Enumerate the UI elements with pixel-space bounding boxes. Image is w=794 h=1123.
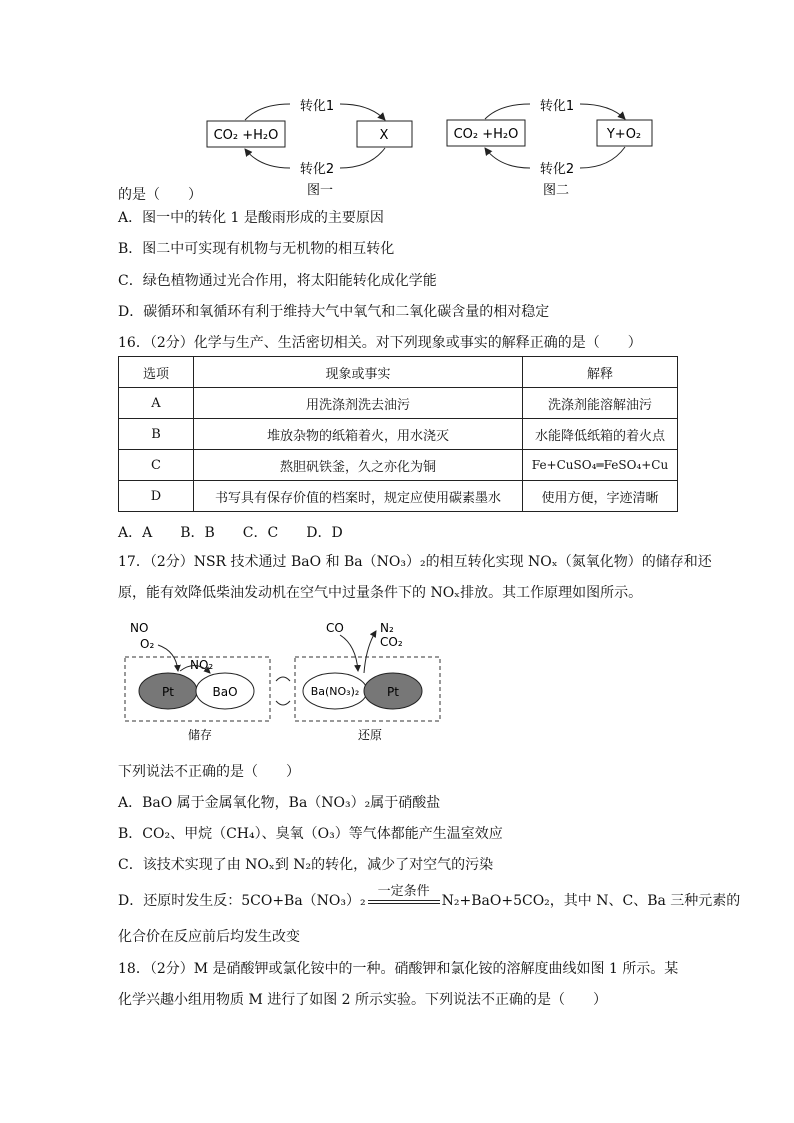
right-output-arrow — [364, 631, 376, 673]
table-row — [119, 450, 678, 481]
table-cell: C — [119, 450, 194, 481]
table-cell: 书写具有保存价值的档案时，规定应使用碳素墨水 — [194, 481, 523, 512]
table-header-cell: 选项 — [119, 357, 194, 388]
fig1-caption: 图一 — [306, 183, 334, 198]
figure-one — [207, 99, 412, 198]
exchange-arrow-bottom — [276, 701, 290, 705]
pt-right-label: Pt — [387, 685, 399, 699]
left-mid-no2: NO₂ — [190, 658, 214, 672]
table-header-cell: 解释 — [523, 357, 678, 388]
exchange-arrow-top — [276, 677, 290, 681]
option-d-prefix: D．还原时发生反：5CO+Ba（NO₃）₂ — [118, 893, 366, 909]
table-cell: 水能降低纸箱的着火点 — [523, 419, 678, 450]
q17-option-c: C．该技术实现了由 NOₓ到 N₂的转化，减少了对空气的污染 — [118, 857, 494, 873]
right-output-n2: N₂ — [380, 621, 394, 635]
table-cell: A — [119, 388, 194, 419]
reaction-equals-line-bottom — [368, 903, 440, 904]
ba-no3-label: Ba(NO₃)₂ — [310, 685, 360, 698]
fig2-caption: 图二 — [542, 183, 570, 198]
right-input-arrow — [340, 635, 358, 671]
table-row — [119, 388, 678, 419]
right-output-co2: CO₂ — [380, 635, 403, 649]
fig1-right-box-text: X — [379, 128, 389, 143]
q17-stem-line1: 17．（2分）NSR 技术通过 BaO 和 Ba（NO₃）₂的相互转化实现 NOₓ（氮氧化物）的储存和还 — [118, 554, 712, 570]
caption-reduction: 还原 — [357, 728, 383, 742]
q15-option-c: C．绿色植物通过光合作用，将太阳能转化成化学能 — [118, 273, 437, 289]
q17-option-b: B．CO₂、甲烷（CH₄）、臭氧（O₃）等气体都能产生温室效应 — [118, 826, 503, 842]
q16-answers: A．A B．B C．C D．D — [118, 525, 343, 541]
table-header-cell: 现象或事实 — [194, 357, 523, 388]
nsr-diagram — [118, 615, 448, 745]
fig1-top-label: 转化1 — [299, 99, 335, 114]
q16-stem: 16．（2分）化学与生产、生活密切相关。对下列现象或事实的解释正确的是（ ） — [118, 335, 642, 351]
bao-label: BaO — [212, 685, 238, 699]
reaction-condition — [368, 884, 440, 910]
table-cell: 堆放杂物的纸箱着火，用水浇灭 — [194, 419, 523, 450]
q18-line2: 化学兴趣小组用物质 M 进行了如图 2 所示实验。下列说法不正确的是（ ） — [118, 992, 608, 1008]
reaction-equals-line-top — [368, 900, 440, 901]
q17-prompt: 下列说法不正确的是（ ） — [118, 764, 300, 780]
q17-option-d-line2: 化合价在反应前后均发生改变 — [118, 929, 300, 945]
fig2-bottom-label: 转化2 — [539, 162, 575, 177]
fig2-left-box-text: CO₂ +H₂O — [453, 127, 519, 142]
pt-left-label: Pt — [162, 685, 174, 699]
table-cell: 熬胆矾铁釜，久之亦化为铜 — [194, 450, 523, 481]
table-header-row — [119, 357, 678, 388]
left-input-arrow — [158, 645, 178, 671]
caption-storage: 储存 — [187, 728, 213, 742]
q17-option-d — [118, 884, 741, 910]
left-input-no: NO — [130, 621, 149, 635]
right-input-co: CO — [326, 621, 344, 635]
q17-option-a: A．BaO 属于金属氧化物，Ba（NO₃）₂属于硝酸盐 — [118, 795, 441, 811]
q15-stem-tail: 的是（ ） — [118, 187, 202, 203]
q18-line1: 18．（2分）M 是硝酸钾或氯化铵中的一种。硝酸钾和氯化铵的溶解度曲线如图 1 所示。某 — [118, 961, 679, 977]
table-row — [119, 419, 678, 450]
table-cell: 用洗涤剂洗去油污 — [194, 388, 523, 419]
reaction-condition-label: 一定条件 — [377, 884, 430, 899]
left-input-o2: O₂ — [140, 637, 155, 651]
q15-option-a: A．图一中的转化 1 是酸雨形成的主要原因 — [118, 210, 384, 226]
figure-two — [447, 99, 652, 198]
table-row — [119, 481, 678, 512]
fig1-left-box-text: CO₂ +H₂O — [213, 128, 279, 143]
fig2-top-label: 转化1 — [539, 99, 575, 114]
q15-option-d: D．碳循环和氧循环有利于维持大气中氧气和二氧化碳含量的相对稳定 — [118, 304, 550, 320]
q17-stem-line2: 原，能有效降低柴油发动机在空气中过量条件下的 NOₓ排放。其工作原理如图所示。 — [118, 585, 643, 601]
q15-option-b: B．图二中可实现有机物与无机物的相互转化 — [118, 241, 395, 257]
table-cell: Fe+CuSO₄═FeSO₄+Cu — [523, 450, 678, 481]
table-cell: D — [119, 481, 194, 512]
q16-table — [118, 356, 678, 512]
fig2-right-box-text: Y+O₂ — [606, 127, 642, 142]
fig1-bottom-label: 转化2 — [299, 162, 335, 177]
table-cell: B — [119, 419, 194, 450]
table-cell: 洗涤剂能溶解油污 — [523, 388, 678, 419]
table-cell: 使用方便，字迹清晰 — [523, 481, 678, 512]
option-d-suffix: N₂+BaO+5CO₂，其中 N、C、Ba 三种元素的 — [441, 893, 741, 909]
